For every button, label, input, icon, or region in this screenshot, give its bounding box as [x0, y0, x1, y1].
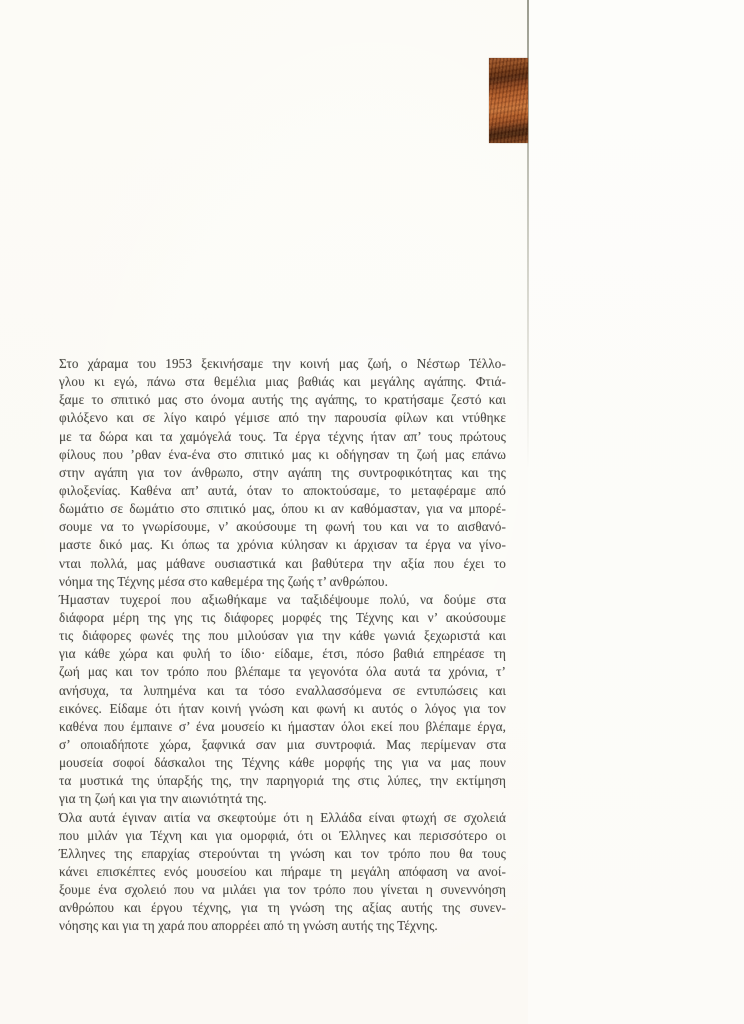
text-line: νόησης και για τη χαρά που απορρέει από τη γνώση αυτής της Τέχνης.	[59, 918, 438, 934]
text-line: ζωή μας και τον τρόπο που βλέπαμε τα γεγονότα όλα αυτά τα χρόνια, τ’	[59, 664, 506, 680]
text-line: μουσεία σοφοί δάσκαλοι της Τέχνης κάθε μορφής της για να μας πουν	[59, 755, 506, 771]
body-text	[59, 355, 506, 936]
text-line: Στο χάραμα του 1953 ξεκινήσαμε την κοινή μας ζωή, ο Νέστωρ Τέλλο-	[59, 356, 506, 371]
text-line: Ήμασταν τυχεροί που αξιωθήκαμε να ταξιδέψουμε πολύ, να δούμε στα	[59, 591, 506, 607]
text-line: τις διάφορες φωνές της που μιλούσαν για την κάθε γωνιά ξεχωριστά και	[59, 628, 506, 644]
text-line: δωμάτιο σε δωμάτιο στο σπιτικό μας, όπου κι αν καθόμασταν, για να μπορέ-	[59, 501, 506, 517]
text-line: τα μυστικά της ύπαρξής της, την παρηγοριά της στις λύπες, την εκτίμηση	[59, 773, 506, 789]
text-line: φιλοξενίας. Καθένα απ’ αυτά, όταν το αποκτούσαμε, το μεταφέραμε από	[59, 482, 506, 498]
text-line: σουμε να το γνωρίσουμε, ν’ ακούσουμε τη φωνή του και να το αισθανό-	[59, 519, 506, 535]
text-line: ανήσυχα, τα λυπημένα και τα τόσο εναλλασσόμενα σε εντυπώσεις και	[59, 682, 506, 698]
text-line: νόημα της Τέχνης μέσα στο καθεμέρα της ζωής τ’ ανθρώπου.	[59, 573, 388, 589]
text-line: ξουμε ένα σχολειό που να μιλάει για τον τρόπο που γίνεται η συνεννόηση	[59, 882, 506, 898]
text-line: Όλα αυτά έγιναν αιτία να σκεφτούμε ότι η Ελλάδα είναι φτωχή σε σχολειά	[59, 809, 506, 825]
copper-artwork-fragment	[489, 58, 528, 143]
text-line: για τη ζωή και για την αιωνιότητά της.	[59, 791, 267, 807]
text-line: ανθρώπου και έργου τέχνης, για τη γνώση της αξίας αυτής της συνεν-	[59, 900, 506, 916]
text-line: φίλους που ’ρθαν ένα-ένα στο σπιτικό μας κι οδήγησαν τη ζωή μας επάνω	[59, 446, 506, 462]
text-line: διάφορα μέρη της γης τις διάφορες μορφές της Τέχνης και ν’ ακούσουμε	[59, 609, 506, 625]
text-line: ξαμε το σπιτικό μας στο όνομα αυτής της αγάπης, το κρατήσαμε ζεστό και	[59, 392, 506, 408]
text-line: γλου κι εγώ, πάνω στα θεμέλια μιας βαθιάς και μεγάλης αγάπης. Φτιά-	[59, 374, 506, 390]
text-line: Έλληνες της επαρχίας στερούνται τη γνώση και τον τρόπο που θα τους	[59, 845, 506, 861]
text-line: εικόνες. Είδαμε ότι ήταν κοινή γνώση και φωνή κι αυτός ο λόγος για τον	[59, 700, 506, 716]
text-line: σ’ οποιαδήποτε χώρα, ξαφνικά σαν μια συντροφιά. Μας περίμεναν στα	[59, 736, 506, 752]
text-line: καθένα που έμπαινε σ’ ένα μουσείο κι ήμασταν όλοι εκεί που βλέπαμε έργα,	[59, 718, 506, 734]
text-line: μαστε δικό μας. Κι όπως τα χρόνια κύλησαν κι άρχισαν τα έργα να γίνο-	[59, 537, 506, 553]
text-line: με τα δώρα και τα χαμόγελά τους. Τα έργα τέχνης ήταν απ’ τους πρώτους	[59, 428, 506, 444]
text-line: για κάθε χώρα και φυλή το ίδιο· είδαμε, έτσι, πόσο βαθιά επηρέασε τη	[59, 646, 506, 662]
text-line: φιλόξενο και σε λίγο καιρό γέμισε από την παρουσία φίλων και ντύθηκε	[59, 410, 506, 426]
text-line: που μιλάν για Τέχνη και για ομορφιά, ότι οι Έλληνες και περισσότερο οι	[59, 827, 506, 843]
text-line: στην αγάπη για τον άνθρωπο, στην αγάπη της συντροφικότητας και της	[59, 464, 506, 480]
page-edge-strip	[528, 0, 744, 1024]
text-line: νται πολλά, μας μάθανε ουσιαστικά και βαθύτερα την αξία που έχει το	[59, 555, 506, 571]
text-line: κάνει επισκέπτες ενός μουσείου και πήραμε τη μεγάλη απόφαση να ανοί-	[59, 863, 506, 879]
